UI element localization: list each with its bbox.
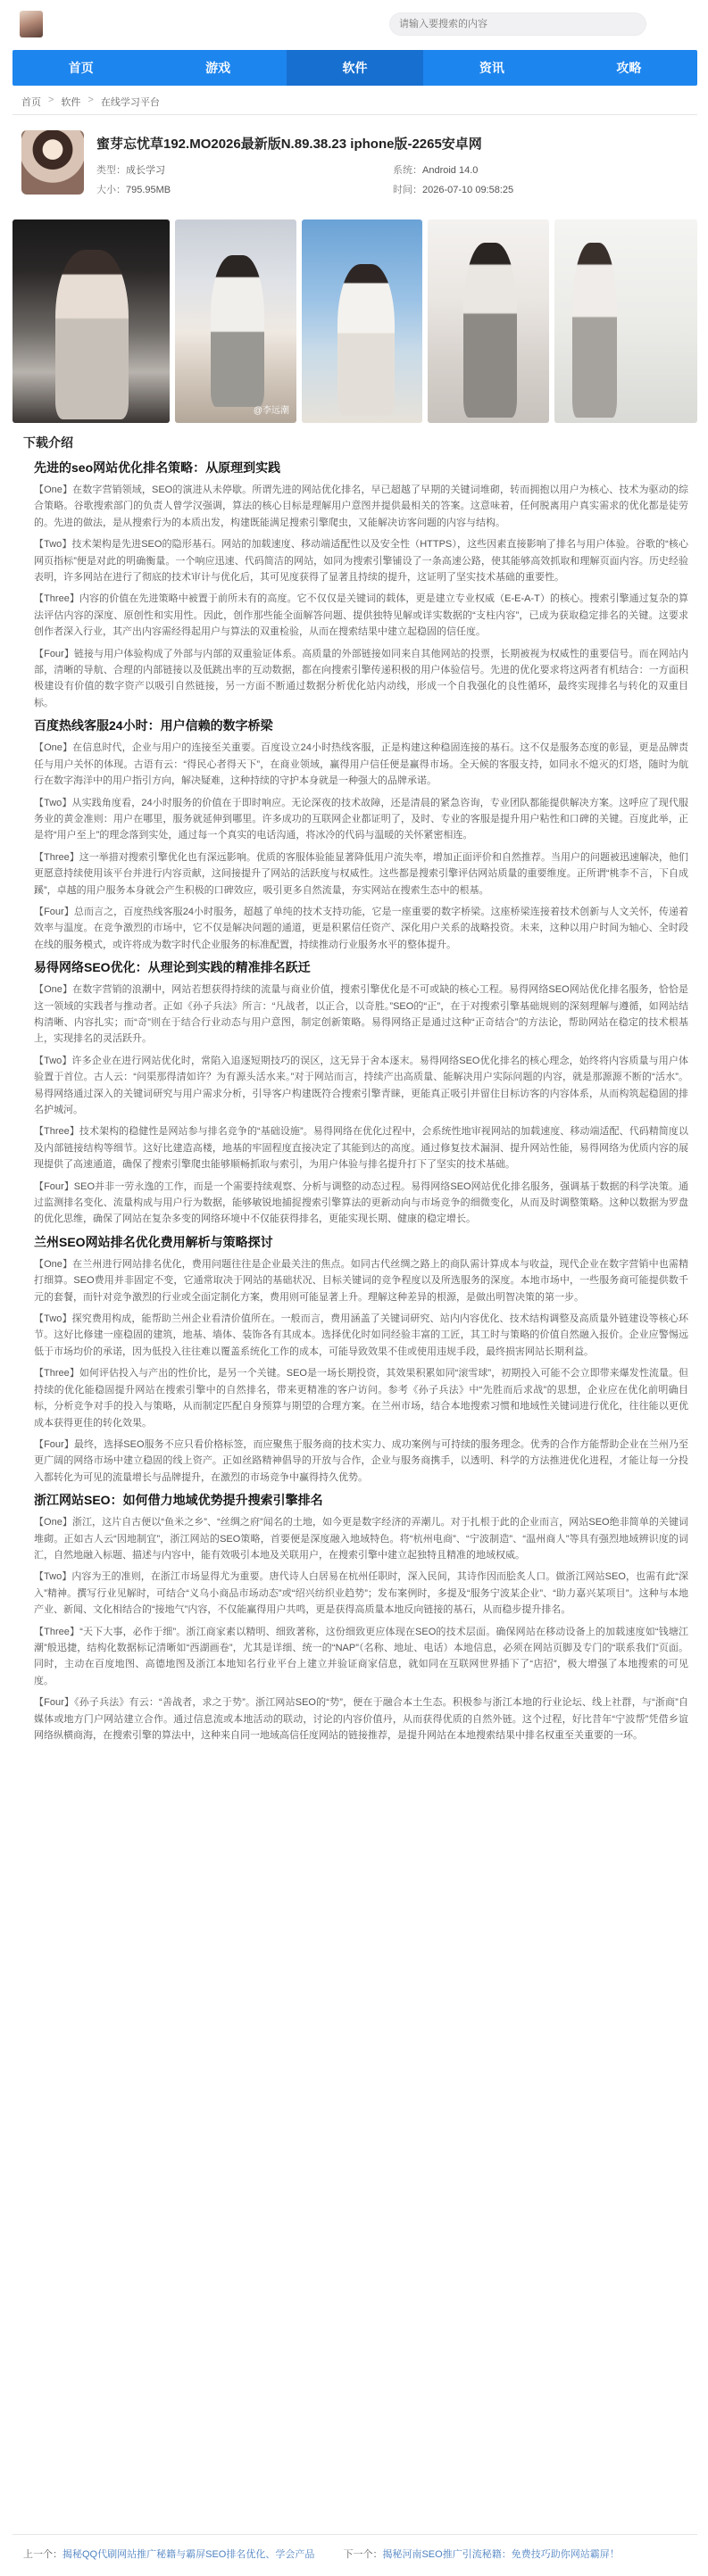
- gallery-watermark: @李远潮: [253, 406, 289, 416]
- app-size-label: 大小：: [96, 185, 126, 195]
- next-article-link[interactable]: 揭秘河南SEO推广引流秘籍：免费技巧助你网站霸屏！: [382, 2549, 620, 2560]
- article-paragraph: 【Two】从实践角度看，24小时服务的价值在于即时响应。无论深夜的技术故障，还是清晨的紧急咨询，专业团队都能提供解决方案。这呼应了现代服务业的黄金准则：用户在哪里，服务就延伸到哪里。许多成功的互联网企业都证明了，及时、专业的客服是提升用户粘性和口碑的关键。百度此举，正是将“用户至上”的理念落到实处，通过每一个真实的电话沟通，将冰冷的代码与温暖的关怀紧密相连。: [34, 797, 688, 841]
- article-paragraph: 【Two】技术架构是先进SEO的隐形基石。网站的加载速度、移动端适配性以及安全性（HTTPS），这些因素直接影响了排名与用户体验。谷歌的“核心网页指标”便是对此的明确衡量。一个响应迅速、代码简洁的网站，如同为搜索引擎铺设了一条高速公路，使其能够高效抓取和理解页面内容。历史经验表明，许多网站在进行了彻底的技术审计与优化后，其可见度获得了显著且持续的提升，这证明了坚实技术基础的重要性。: [34, 539, 688, 584]
- screenshot-2[interactable]: [175, 219, 296, 423]
- app-size-value: 795.95MB: [126, 185, 171, 195]
- next-label: 下一个：: [343, 2549, 383, 2560]
- main-nav: [12, 50, 697, 86]
- app-system-value: Android 14.0: [422, 165, 479, 176]
- app-system-label: 系统：: [393, 165, 422, 176]
- breadcrumb-software[interactable]: 软件: [61, 97, 81, 108]
- site-logo[interactable]: [20, 11, 43, 37]
- article-paragraph: 【Four】最终，选择SEO服务不应只看价格标签，而应聚焦于服务商的技术实力、成功案例与可持续的服务理念。优秀的合作方能帮助企业在兰州乃至更广阔的网络市场中建立稳固的线上资产。正如丝路精神倡导的开放与合作，企业与服务商携手，以透明、科学的方法推进优化进程，才能让每一分投入都转化为可见的流量增长与品牌提升，在激烈的市场竞争中赢得持久优势。: [34, 1438, 688, 1483]
- article-paragraph: 【Two】内容为王的准则，在浙江市场显得尤为重要。唐代诗人白居易在杭州任职时，深入民间，其诗作因而脍炙人口。做浙江网站SEO，也需有此“深入”精神。撰写行业见解时，可结合“义乌小商品市场动态”或“绍兴纺织业趋势”；发布案例时，多提及“服务宁波某企业”、“助力嘉兴某项目”。这种与本地产业、新闻、文化相结合的“接地气”内容，不仅能赢得用户共鸣，更是获得高质量本地反向链接的基石，从而稳步提升排名。: [34, 1571, 688, 1616]
- nav-item-home[interactable]: 首页: [68, 61, 94, 75]
- section-title-intro: 下载介绍: [23, 435, 73, 450]
- app-icon: [21, 130, 84, 195]
- app-info: [12, 125, 697, 207]
- article-heading: 浙江网站SEO：如何借力地域优势提升搜索引擎排名: [34, 1493, 323, 1508]
- search-input[interactable]: [389, 12, 646, 36]
- article-paragraph: 【Three】内容的价值在先进策略中被置于前所未有的高度。它不仅仅是关键词的载体，更是建立专业权威（E-E-A-T）的核心。搜索引擎通过复杂的算法评估内容的深度、原创性和实用性。因此，创作那些能全面解答问题、提供独特见解或详实数据的“支柱内容”，已成为获取稳定排名的关键。这要求创作者深入行业，其产出内容需经得起用户与算法的双重检验，从而在搜索结果中建立起稳固的信任度。: [34, 593, 688, 638]
- breadcrumb-separator: >: [87, 95, 94, 105]
- top-bar: [0, 0, 708, 48]
- app-type-value: 成长学习: [126, 165, 165, 176]
- app-time-label: 时间：: [393, 185, 422, 195]
- pager: [23, 2547, 620, 2561]
- article-heading: 百度热线客服24小时：用户信赖的数字桥梁: [34, 718, 273, 733]
- article-body: [34, 459, 688, 1749]
- nav-item-guides[interactable]: 攻略: [616, 61, 642, 75]
- article-paragraph: 【Three】“天下大事，必作于细”。浙江商家素以精明、细致著称，这份细致更应体现在SEO的技术层面。确保网站在移动设备上的加载速度如“钱塘江潮”般迅捷，结构化数据标记清晰如“西湖画卷”，尤其是详细、统一的“NAP”（名称、地址、电话）本地信息，必须在网站页脚及专门的“联系我们”页面。同时，主动在百度地图、高德地图及浙江本地知名行业平台上建立并验证商家信息，就如同在互联网世界插下了“店招”，极大增强了本地搜索的可见度。: [34, 1626, 688, 1686]
- divider: [12, 2534, 697, 2535]
- article-paragraph: 【One】浙江，这片自古便以“鱼米之乡”、“丝绸之府”闻名的土地，如今更是数字经济的弄潮儿。对于扎根于此的企业而言，网站SEO绝非简单的关键词堆砌。正如古人云“因地制宜”，浙江网站的SEO策略，首要便是深度融入地域特色。将“杭州电商”、“宁波制造”、“温州商人”等具有强烈地域辨识度的词汇，自然地融入标题、描述与内容中，能有效吸引本地及关联用户，在搜索引擎中建立起独特且精准的地域权威。: [34, 1517, 688, 1561]
- article-heading: 易得网络SEO优化：从理论到实践的精准排名跃迁: [34, 960, 311, 975]
- app-size: [96, 182, 171, 196]
- nav-item-software[interactable]: 软件: [287, 50, 423, 86]
- article-paragraph: 【Two】许多企业在进行网站优化时，常陷入追逐短期技巧的误区，这无异于舍本逐末。易得网络SEO优化排名的核心理念，始终将内容质量与用户体验置于首位。古人云：“问渠那得清如许？为有源头活水来。”对于网站而言，持续产出高质量、能解决用户实际问题的内容，就是那源源不断的“活水”。易得网络通过深入的关键词研究与用户需求分析，引导客户构建既符合搜索引擎青睐，更能真正吸引并留住目标访客的内容体系，从而构筑起稳固的排名护城河。: [34, 1055, 688, 1115]
- breadcrumb-home[interactable]: 首页: [21, 97, 41, 108]
- app-time-value: 2026-07-10 09:58:25: [422, 185, 514, 195]
- screenshot-gallery: [12, 219, 697, 423]
- divider: [12, 114, 697, 115]
- app-title: 蜜芽忘忧草192.MO2026最新版N.89.38.23 iphone版-2265安卓网: [96, 137, 482, 152]
- article-paragraph: 【Four】SEO并非一劳永逸的工作，而是一个需要持续观察、分析与调整的动态过程。易得网络SEO网站优化排名服务，强调基于数据的科学决策。通过监测排名变化、流量构成与用户行为数据，能够敏锐地捕捉搜索引擎算法的更新动向与市场竞争的细微变化，从而及时调整策略。这种以数据为罗盘的优化思维，确保了网站在复杂多变的网络环境中不仅能获得排名，更能实现长期、健康的稳定增长。: [34, 1180, 688, 1225]
- article-paragraph: 【Four】总而言之，百度热线客服24小时服务，超越了单纯的技术支持功能，它是一座重要的数字桥梁。这座桥梁连接着技术创新与人文关怀，传递着效率与温度。在竞争激烈的市场中，它不仅是解决问题的通道，更是积累信任资产、深化用户关系的战略投资。未来，这种以用户时间为轴心、全时段在线的服务模式，或许将成为数字时代企业服务的标准配置，持续推动行业服务水平的整体提升。: [34, 906, 688, 950]
- screenshot-4[interactable]: [428, 219, 549, 423]
- app-type: [96, 162, 165, 177]
- breadcrumb-separator: >: [48, 95, 54, 105]
- article-paragraph: 【Four】链接与用户体验构成了外部与内部的双重验证体系。高质量的外部链接如同来自其他网站的投票，长期被视为权威性的重要信号。而在网站内部，清晰的导航、合理的内部链接以及低跳出率的互动数据，都在向搜索引擎传递积极的用户体验信号。先进的优化要求将这两者有机结合：一方面积极建设有价值的数字资产以吸引自然链接，另一方面不断通过数据分析优化站内动线，形成一个自我强化的良性循环，最终实现排名与转化的双重目标。: [34, 648, 688, 708]
- app-system: [393, 162, 478, 177]
- article-paragraph: 【Four】《孙子兵法》有云：“善战者，求之于势”。浙江网站SEO的“势”，便在于融合本土生态。积极参与浙江本地的行业论坛、线上社群，与“浙商”自媒体或地方门户网站建立合作。通过信息流或本地活动的联动，讨论的内容价值丹，从而获得优质的自然外链。这个过程，好比昔年“宁波帮”凭借乡谊网络纵横商海，在搜索引擎的算法中，这种来自同一地域高信任度网站的链接推荐，是提升网站在本地搜索结果中排名权重至关重要的一环。: [34, 1697, 688, 1741]
- article-paragraph: 【Three】如何评估投入与产出的性价比，是另一个关键。SEO是一场长期投资，其效果积累如同“滚雪球”，初期投入可能不会立即带来爆发性流量。但持续的优化能稳固提升网站在搜索引擎中的自然排名，带来更精准的客户访问。参考《孙子兵法》中“先胜而后求战”的思想，企业应在优化前明确目标，分析竞争对手的投入与策略，从而制定匹配自身预算与期望的合理方案。在兰州市场，结合本地搜索习惯和地域性关键词进行优化，往往能以更优成本获得更佳的转化效果。: [34, 1368, 688, 1429]
- nav-item-news[interactable]: 资讯: [479, 61, 504, 75]
- article-heading: 兰州SEO网站排名优化费用解析与策略探讨: [34, 1234, 273, 1249]
- prev-article-link[interactable]: 揭秘QQ代刷网站推广秘籍与霸屏SEO排名优化、学会产品: [62, 2549, 315, 2560]
- article-paragraph: 【One】在数字营销领域，SEO的演进从未停歇。所谓先进的网站优化排名，早已超越了早期的关键词堆砌，转而拥抱以用户为核心、技术为驱动的综合策略。谷歌搜索部门的负责人曾学汉强调，算法的核心目标是理解用户意图并提供最相关的答案。这意味着，任何脱离用户真实需求的优化都是徒劳的。先进的做法，是从搜索行为的本质出发，构建既能满足搜索引擎爬虫，又能解决访客问题的内容与结构。: [34, 485, 688, 528]
- screenshot-3[interactable]: [302, 219, 422, 423]
- app-time: [393, 182, 513, 196]
- article-heading: 先进的seo网站优化排名策略：从原理到实践: [34, 460, 281, 475]
- app-type-label: 类型：: [96, 165, 126, 176]
- screenshot-1[interactable]: [12, 219, 170, 423]
- article-paragraph: 【Three】这一举措对搜索引擎优化也有深远影响。优质的客服体验能显著降低用户流失率，增加正面评价和自然推荐。当用户的问题被迅速解决，他们更愿意持续使用该平台并进行内容贡献，这间接提升了网站的活跃度与权威性。这些都是搜索引擎评估网站质量的重要维度。正所谓“桃李不言，下自成蹊”，卓越的用户服务本身就会产生积极的口碑效应，吸引更多自然流量，夯实网站在搜索生态中的根基。: [34, 851, 688, 896]
- article-paragraph: 【One】在兰州进行网站排名优化，费用问题往往是企业最关注的焦点。如同古代丝绸之路上的商队需计算成本与收益，现代企业在数字营销中也需精打细算。SEO费用并非固定不变，它通常取决于网站的基础状况、目标关键词的竞争程度以及所选服务的深度。本地市场中，一些服务商可能提供数千元的套餐，而针对竞争激烈的行业或全面定制化方案，费用则可能显著上升。理解这种差异的根源，是做出明智决策的第一步。: [34, 1258, 688, 1303]
- prev-label: 上一个：: [23, 2549, 62, 2560]
- article-paragraph: 【One】在信息时代，企业与用户的连接至关重要。百度设立24小时热线客服，正是构建这种稳固连接的基石。这不仅是服务态度的彰显，更是品牌责任与用户关怀的体现。古语有云：“得民心者得天下”，在商业领域，赢得用户信任便是赢得市场。全天候的客服支持，如同永不熄灭的灯塔，随时为航行在数字海洋中的用户指引方向，解决疑难，这种持续的守护本身就是一种强大的品牌承诺。: [34, 742, 688, 787]
- article-paragraph: 【Two】探究费用构成，能帮助兰州企业看清价值所在。一般而言，费用涵盖了关键词研究、站内内容优化、技术结构调整及高质量外链建设等核心环节。这好比修建一座稳固的建筑，地基、墙体、装饰各有其成本。选择优化时如同经验丰富的工匠，其工时与策略的价值自然融入报价。企业应警惕远低于市场均价的承诺，因为低投入往往难以覆盖系统化工作的成本，可能导致效果不佳或使用违规手段，最终损害网站长期利益。: [34, 1313, 688, 1357]
- screenshot-5[interactable]: [554, 219, 697, 423]
- nav-item-games[interactable]: 游戏: [205, 61, 231, 75]
- article-paragraph: 【One】在数字营销的浪潮中，网站若想获得持续的流量与商业价值，搜索引擎优化是不可或缺的核心工程。易得网络SEO网站优化排名服务，恰恰是这一领域的实践者与推动者。正如《孙子兵法》所言：“凡战者，以正合，以奇胜。”SEO的“正”，在于对搜索引擎基础规则的深刻理解与遵循，如网站结构清晰、内容扎实；而“奇”则在于结合行业动态与用户意图，制定创新策略。易得网络正是通过这种“正奇结合”的方法论，帮助网站在稳定的技术根基上，实现排名的灵活跃升。: [34, 984, 688, 1045]
- breadcrumb-current: 在线学习平台: [100, 97, 160, 108]
- article-paragraph: 【Three】技术架构的稳健性是网站参与排名竞争的“基础设施”。易得网络在优化过程中，会系统性地审视网站的加载速度、移动端适配、代码精简度以及内部链接结构等细节。这好比建造高楼，地基的牢固程度直接决定了其能到达的高度。通过修复技术漏洞、提升网站性能，易得网络为优质内容的展现提供了高速通道，确保了搜索引擎爬虫能够顺畅抓取与索引，为用户体验与排名提升打下了坚实的技术基础。: [34, 1126, 688, 1171]
- breadcrumb: [21, 95, 160, 109]
